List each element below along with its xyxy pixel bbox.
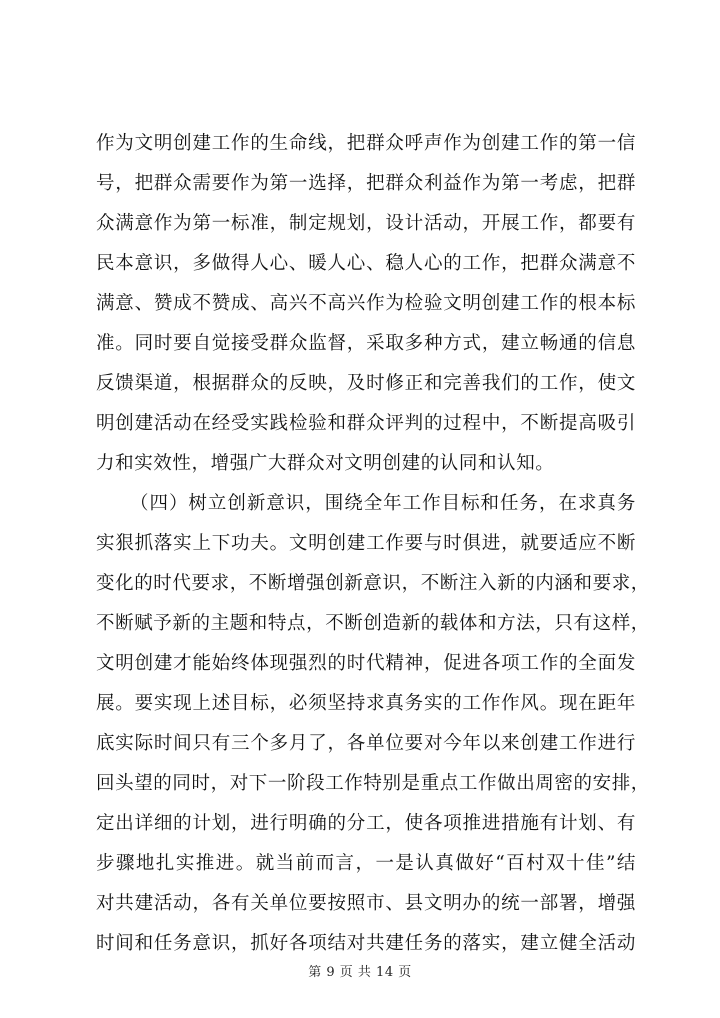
paragraph-line: 底实际时间只有三个多月了，各单位要对今年以来创建工作进行 [96,733,636,754]
paragraph-line: 满意、赞成不赞成、高兴不高兴作为检验文明创建工作的根本标 [96,293,636,314]
paragraph-line: （四）树立创新意识，围绕全年工作目标和任务，在求真务 [130,493,636,514]
paragraph-line: 步骤地扎实推进。就当前而言，一是认真做好“百村双十佳”结 [96,853,636,874]
paragraph-line: 反馈渠道，根据群众的反映，及时修正和完善我们的工作，使文 [96,373,636,394]
paragraph-line: 众满意作为第一标准，制定规划，设计活动，开展工作，都要有 [96,213,636,234]
paragraph-line: 展。要实现上述目标，必须坚持求真务实的工作作风。现在距年 [96,693,636,714]
paragraph-line: 力和实效性，增强广大群众对文明创建的认同和认知。 [96,453,555,474]
paragraph-line: 时间和任务意识，抓好各项结对共建任务的落实，建立健全活动 [96,933,636,954]
paragraph-line: 回头望的同时，对下一阶段工作特别是重点工作做出周密的安排， [96,773,650,794]
paragraph-line: 对共建活动，各有关单位要按照市、县文明办的统一部署，增强 [96,893,636,914]
page-number-footer: 第 9 页 共 14 页 [308,965,412,980]
paragraph-line: 明创建活动在经受实践检验和群众评判的过程中，不断提高吸引 [96,413,636,434]
paragraph-line: 不断赋予新的主题和特点，不断创造新的载体和方法，只有这样， [96,613,650,634]
paragraph-line: 文明创建才能始终体现强烈的时代精神，促进各项工作的全面发 [96,653,636,674]
paragraph-line: 变化的时代要求，不断增强创新意识，不断注入新的内涵和要求， [96,573,650,594]
paragraph-line: 民本意识，多做得人心、暖人心、稳人心的工作，把群众满意不 [96,253,636,274]
paragraph-line: 号，把群众需要作为第一选择，把群众利益作为第一考虑，把群 [96,173,636,194]
paragraph-line: 实狠抓落实上下功夫。文明创建工作要与时俱进，就要适应不断 [96,533,636,554]
paragraph-line: 准。同时要自觉接受群众监督，采取多种方式，建立畅通的信息 [96,333,636,354]
paragraph-line: 作为文明创建工作的生命线，把群众呼声作为创建工作的第一信 [96,133,636,154]
paragraph-line: 定出详细的计划，进行明确的分工，使各项推进措施有计划、有 [96,813,636,834]
